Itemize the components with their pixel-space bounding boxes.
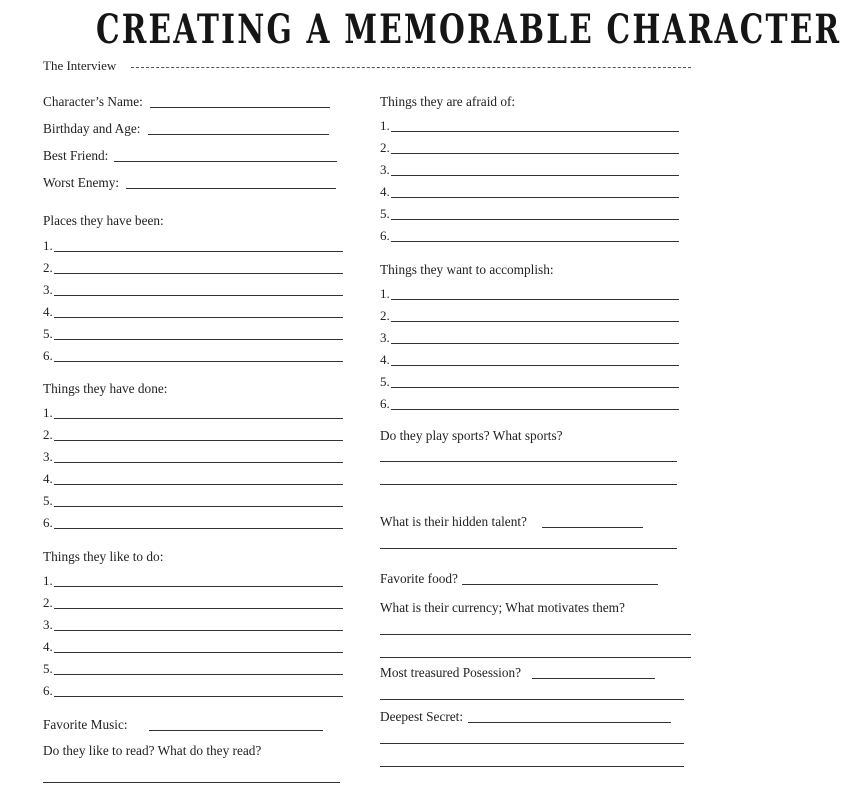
currency-answer-line-1[interactable] — [380, 634, 691, 635]
deepest-secret-field[interactable] — [468, 722, 671, 723]
like-answer-line[interactable] — [54, 586, 343, 587]
favorite-food-label: Favorite food? — [380, 571, 458, 586]
like-number: 6. — [43, 683, 53, 698]
done-answer-line[interactable] — [54, 462, 343, 463]
character-name-field[interactable] — [150, 107, 330, 108]
afraid-answer-line[interactable] — [391, 175, 679, 176]
places-answer-line[interactable] — [54, 361, 343, 362]
birthday-age-label: Birthday and Age: — [43, 121, 141, 136]
favorite-music-field[interactable] — [149, 730, 323, 731]
accomplish-answer-line[interactable] — [391, 321, 679, 322]
like-heading: Things they like to do: — [43, 549, 164, 564]
currency-answer-line-2[interactable] — [380, 657, 691, 658]
places-number: 6. — [43, 348, 53, 363]
best-friend-label: Best Friend: — [43, 148, 109, 163]
like-number: 1. — [43, 573, 53, 588]
like-answer-line[interactable] — [54, 696, 343, 697]
hidden-talent-label: What is their hidden talent? — [380, 514, 527, 529]
afraid-number: 5. — [380, 206, 390, 221]
deepest-secret-line-3[interactable] — [380, 766, 684, 767]
afraid-number: 6. — [380, 228, 390, 243]
like-number: 4. — [43, 639, 53, 654]
places-number: 5. — [43, 326, 53, 341]
read-question: Do they like to read? What do they read? — [43, 743, 262, 758]
possession-field[interactable] — [532, 678, 655, 679]
like-answer-line[interactable] — [54, 674, 343, 675]
favorite-food-field[interactable] — [462, 584, 658, 585]
like-number: 5. — [43, 661, 53, 676]
accomplish-answer-line[interactable] — [391, 387, 679, 388]
places-answer-line[interactable] — [54, 273, 343, 274]
possession-line-2[interactable] — [380, 699, 684, 700]
afraid-answer-line[interactable] — [391, 153, 679, 154]
done-heading: Things they have done: — [43, 381, 168, 396]
done-answer-line[interactable] — [54, 440, 343, 441]
read-answer-line[interactable] — [43, 782, 340, 783]
places-answer-line[interactable] — [54, 317, 343, 318]
possession-label: Most treasured Posession? — [380, 665, 522, 680]
deepest-secret-label: Deepest Secret: — [380, 709, 464, 724]
hidden-talent-field[interactable] — [542, 527, 643, 528]
done-number: 6. — [43, 515, 53, 530]
places-answer-line[interactable] — [54, 339, 343, 340]
best-friend-field[interactable] — [114, 161, 337, 162]
worst-enemy-field[interactable] — [126, 188, 336, 189]
afraid-answer-line[interactable] — [391, 131, 679, 132]
done-number: 2. — [43, 427, 53, 442]
afraid-answer-line[interactable] — [391, 219, 679, 220]
accomplish-number: 1. — [380, 286, 390, 301]
accomplish-number: 6. — [380, 396, 390, 411]
afraid-number: 4. — [380, 184, 390, 199]
afraid-number: 1. — [380, 118, 390, 133]
done-answer-line[interactable] — [54, 528, 343, 529]
sports-question: Do they play sports? What sports? — [380, 428, 563, 443]
birthday-age-field[interactable] — [148, 134, 329, 135]
done-answer-line[interactable] — [54, 418, 343, 419]
hidden-talent-line-2[interactable] — [380, 548, 677, 549]
done-answer-line[interactable] — [54, 484, 343, 485]
accomplish-number: 2. — [380, 308, 390, 323]
afraid-number: 3. — [380, 162, 390, 177]
accomplish-answer-line[interactable] — [391, 299, 679, 300]
accomplish-answer-line[interactable] — [391, 365, 679, 366]
sports-answer-line-2[interactable] — [380, 484, 677, 485]
done-number: 5. — [43, 493, 53, 508]
like-number: 3. — [43, 617, 53, 632]
done-number: 4. — [43, 471, 53, 486]
accomplish-heading: Things they want to accomplish: — [380, 262, 554, 277]
character-name-label: Character’s Name: — [43, 94, 143, 109]
sports-answer-line-1[interactable] — [380, 461, 677, 462]
places-heading: Places they have been: — [43, 213, 164, 228]
page-title: CREATING A MEMORABLE CHARACTER — [95, 6, 841, 53]
afraid-answer-line[interactable] — [391, 241, 679, 242]
places-number: 2. — [43, 260, 53, 275]
accomplish-number: 5. — [380, 374, 390, 389]
afraid-number: 2. — [380, 140, 390, 155]
favorite-music-label: Favorite Music: — [43, 717, 128, 732]
done-number: 3. — [43, 449, 53, 464]
accomplish-answer-line[interactable] — [391, 343, 679, 344]
deepest-secret-line-2[interactable] — [380, 743, 684, 744]
places-answer-line[interactable] — [54, 295, 343, 296]
accomplish-answer-line[interactable] — [391, 409, 679, 410]
subtitle: The Interview — [43, 58, 117, 73]
afraid-heading: Things they are afraid of: — [380, 94, 516, 109]
done-answer-line[interactable] — [54, 506, 343, 507]
like-answer-line[interactable] — [54, 608, 343, 609]
like-number: 2. — [43, 595, 53, 610]
like-answer-line[interactable] — [54, 652, 343, 653]
like-answer-line[interactable] — [54, 630, 343, 631]
done-number: 1. — [43, 405, 53, 420]
currency-question: What is their currency; What motivates them? — [380, 600, 625, 615]
subtitle-divider — [131, 67, 691, 68]
places-answer-line[interactable] — [54, 251, 343, 252]
accomplish-number: 4. — [380, 352, 390, 367]
worst-enemy-label: Worst Enemy: — [43, 175, 120, 190]
places-number: 4. — [43, 304, 53, 319]
places-number: 3. — [43, 282, 53, 297]
accomplish-number: 3. — [380, 330, 390, 345]
places-number: 1. — [43, 238, 53, 253]
afraid-answer-line[interactable] — [391, 197, 679, 198]
